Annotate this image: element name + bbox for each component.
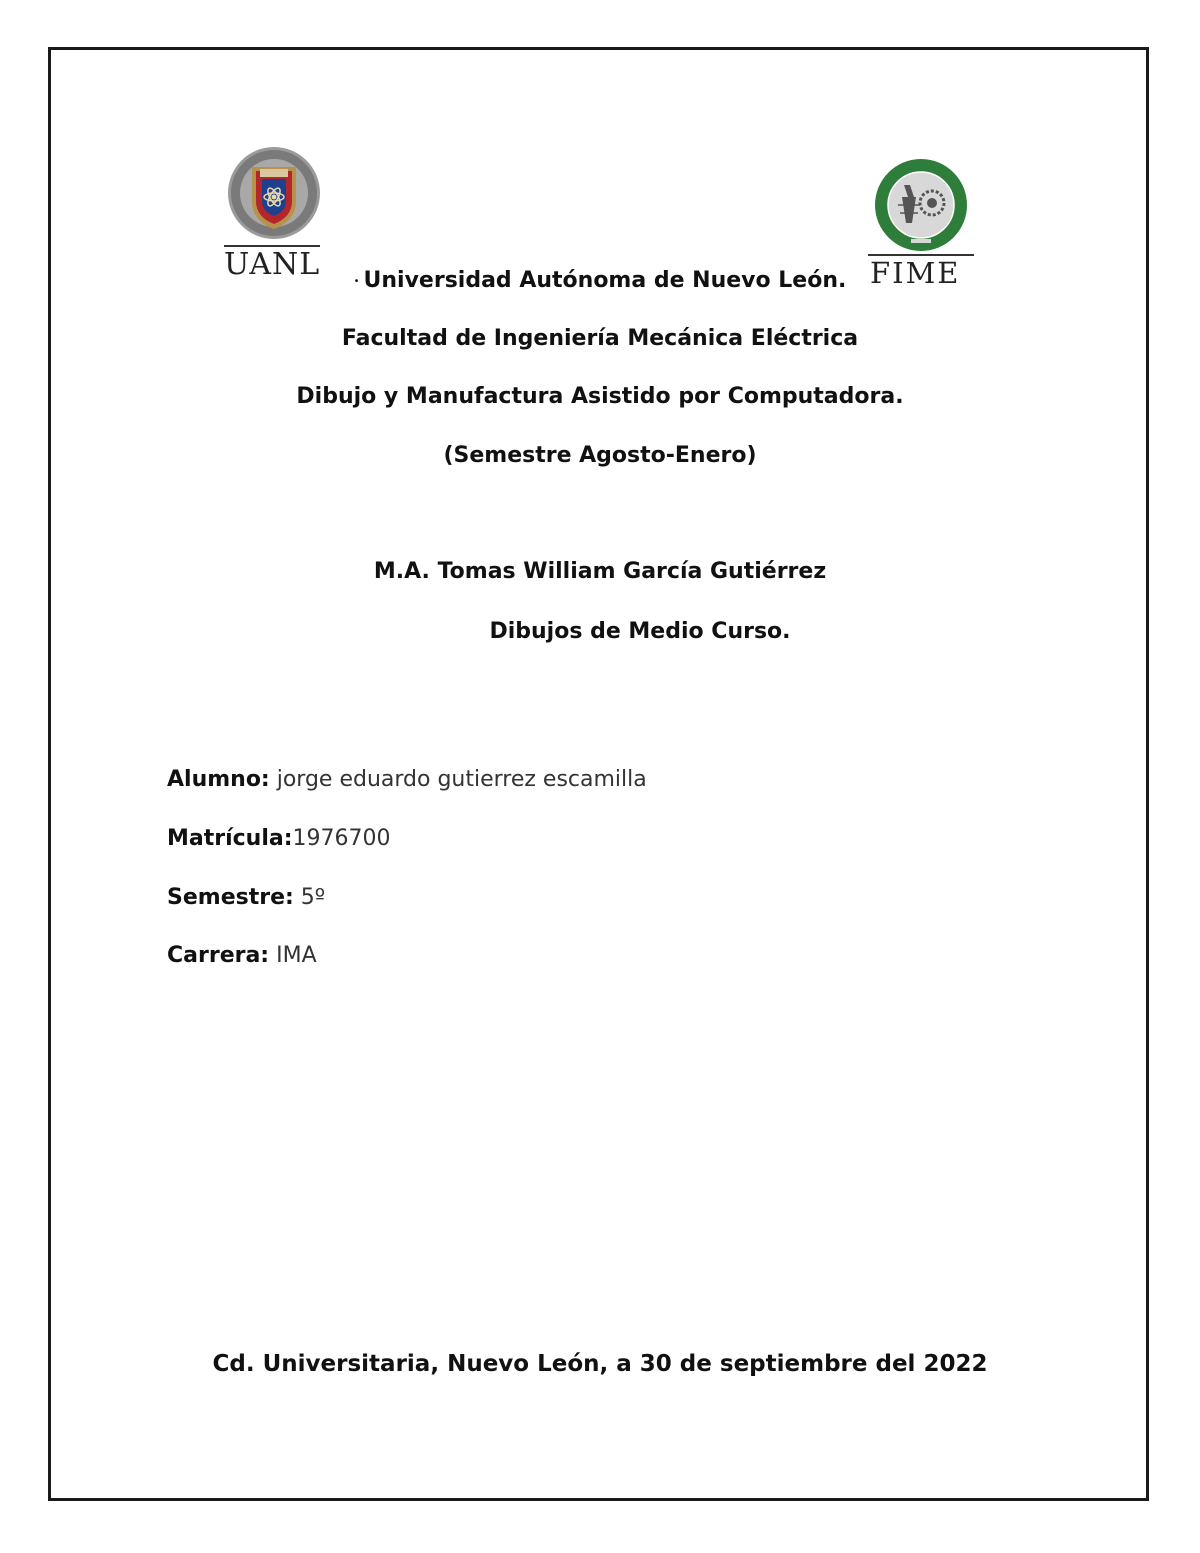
place-date: Cd. Universitaria, Nuevo León, a 30 de septiembre del 2022 xyxy=(212,1351,988,1377)
career-value: IMA xyxy=(269,943,317,968)
career-label: Carrera: xyxy=(167,943,270,968)
student-name-field xyxy=(167,767,647,792)
uanl-seal-icon xyxy=(218,145,330,245)
uanl-logo xyxy=(218,145,330,285)
student-id-label: Matrícula: xyxy=(167,826,293,851)
semester-period: (Semestre Agosto-Enero) xyxy=(443,443,757,468)
student-name-label: Alumno: xyxy=(167,767,270,792)
uanl-wordmark: UANL xyxy=(224,247,321,282)
faculty-name: Facultad de Ingeniería Mecánica Eléctrica xyxy=(341,326,859,351)
bullet-dot: • xyxy=(353,275,360,287)
student-name-value: jorge eduardo gutierrez escamilla xyxy=(269,767,647,792)
university-name: Universidad Autónoma de Nuevo León. xyxy=(363,268,847,293)
assignment-title: Dibujos de Medio Curso. xyxy=(489,619,791,644)
fime-wordmark: FIME xyxy=(870,256,961,290)
course-name: Dibujo y Manufactura Asistido por Computadora. xyxy=(296,384,904,409)
student-id-value: 1976700 xyxy=(292,826,391,851)
semester-field xyxy=(167,885,325,910)
student-id-field xyxy=(167,826,391,851)
semester-value: 5º xyxy=(293,885,326,910)
semester-label: Semestre: xyxy=(167,885,294,910)
teacher-name: M.A. Tomas William García Gutiérrez xyxy=(373,559,827,584)
career-field xyxy=(167,943,317,968)
fime-seal-icon xyxy=(862,157,980,251)
university-line xyxy=(0,268,1200,293)
